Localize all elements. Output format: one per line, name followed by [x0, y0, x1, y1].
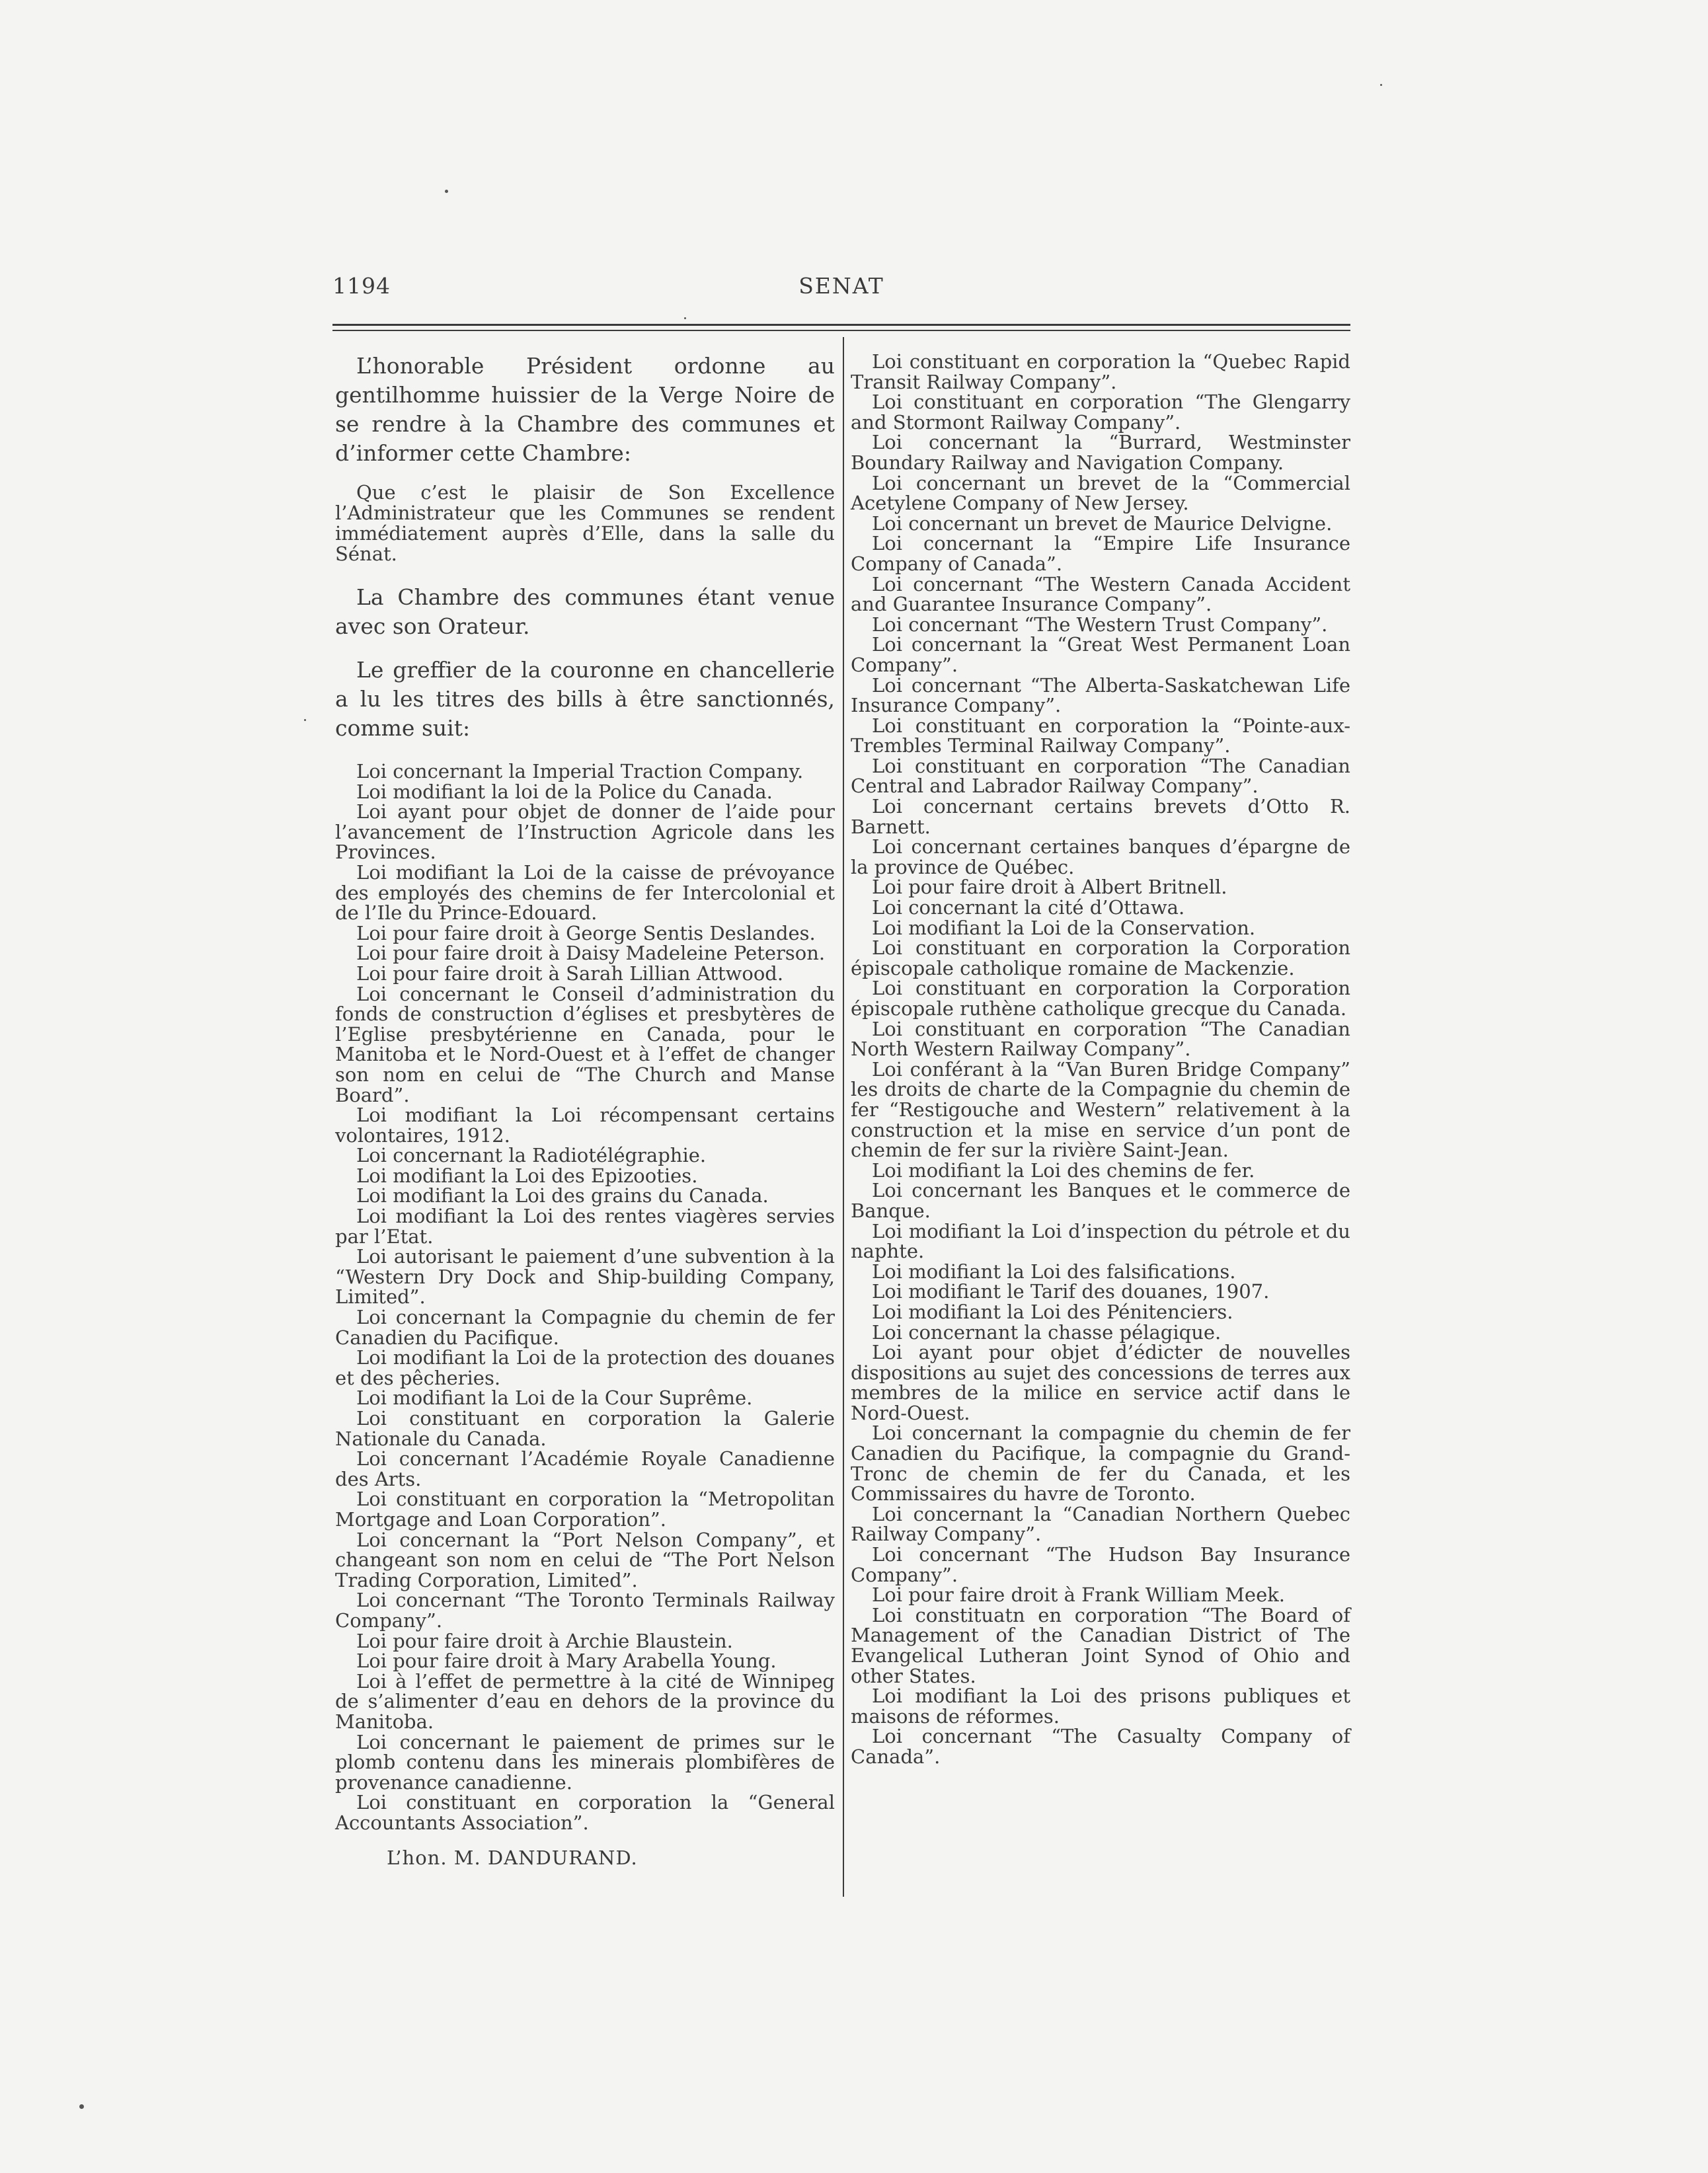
- paper-speck: [79, 2104, 84, 2109]
- bill-item: Loi constituant en corporation la Galerie Nationale du Canada.: [335, 1407, 835, 1450]
- bill-item: Loi constituant en corporation “The Canadian Central and Labrador Railway Company”.: [851, 754, 1350, 798]
- bill-item: Loi modifiant la Loi d’inspection du pétrole et du naphte.: [851, 1219, 1350, 1263]
- bill-item: Loi modifiant la Loi des rentes viagères servies par l’Etat.: [335, 1205, 835, 1248]
- bill-item: Loi concernant la Compagnie du chemin de fer Canadien du Pacifique.: [335, 1306, 835, 1349]
- paper-speck: [445, 190, 448, 193]
- bill-item: Loi concernant “The Western Canada Accident and Guarantee Insurance Company”.: [851, 572, 1350, 616]
- bill-item: Loi concernant un brevet de la “Commercial Acetylene Company of New Jersey.: [851, 471, 1350, 515]
- intro-paragraph: L’honorable Président ordonne au gentilhomme huissier de la Verge Noire de se rendre à la Chambre des communes et d’informer cette Chambre:: [335, 353, 835, 466]
- page-header: [332, 268, 1350, 301]
- column-divider: [843, 337, 844, 1897]
- paper-speck: [1380, 84, 1382, 86]
- bill-item: Loi concernant les Banques et le commerce de Banque.: [851, 1179, 1350, 1222]
- bill-item: Loi concernant “The Alberta-Saskatchewan Life Insurance Company”.: [851, 673, 1350, 717]
- paper-speck: [684, 317, 686, 319]
- page-number: 1194: [332, 273, 391, 299]
- bill-item: Loi constituant en corporation la “Pointe-aux-Trembles Terminal Railway Company”.: [851, 714, 1350, 757]
- bill-item: Loi constituant en corporation la “Quebec Rapid Transit Railway Company”.: [851, 350, 1350, 393]
- bill-item: Loi concernant un brevet de Maurice Delvigne.: [872, 512, 1333, 535]
- bill-item: Loi modifiant la Loi de la Conservation.: [872, 916, 1256, 939]
- commons-arrival-paragraph: La Chambre des communes étant venue avec son Orateur.: [335, 584, 835, 639]
- header-rule-bottom: [332, 330, 1350, 331]
- bill-item: Loi modifiant la Loi des falsifications.: [872, 1260, 1236, 1283]
- bill-item: Loi concernant “The Western Trust Company”.: [872, 613, 1328, 636]
- bill-item: Loi pour faire droit à Sarah Lillian Attwood.: [356, 962, 784, 985]
- bill-item: Loi modifiant la Loi des prisons publiques et maisons de réformes.: [851, 1685, 1350, 1728]
- bill-item: Loi concernant la compagnie du chemin de fer Canadien du Pacifique, la compagnie du Grand-Tronc de chemin de fer du Canada, et les Commissaires du havre de Toronto.: [851, 1422, 1350, 1506]
- bill-item: Loi modifiant la Loi des chemins de fer.: [872, 1159, 1255, 1182]
- bill-item: Loi concernant le Conseil d’administration du fonds de construction d’églises et presbytères de l’Eglise presbytérienne en Canada, pour le Manitoba et le Nord-Ouest et à l’effet de changer son nom en celui de “The Church and Manse Board”.: [335, 982, 835, 1106]
- bill-item: Loi constituant en corporation “The Glengarry and Stormont Railway Company”.: [851, 391, 1350, 434]
- bill-item: Loi concernant la “Canadian Northern Quebec Railway Company”.: [851, 1502, 1350, 1546]
- bill-item: Loi concernant la chasse pélagique.: [872, 1320, 1222, 1344]
- bill-item: Loi constituant en corporation la Corporation épiscopale catholique romaine de Mackenzie.: [851, 936, 1350, 979]
- quoted-message: Que c’est le plaisir de Son Excellence l’Administrateur que les Communes se rendent immédiatement auprès d’Elle, dans la salle du Sénat.: [335, 481, 835, 565]
- bill-item: Loi constituant en corporation “The Canadian North Western Railway Company”.: [851, 1017, 1350, 1061]
- bill-item: Loi modifiant la loi de la Police du Canada.: [356, 780, 773, 803]
- bill-item: Loi pour faire droit à Albert Britnell.: [872, 876, 1227, 899]
- bill-item: Loi constituant en corporation la Corporation épiscopale ruthène catholique grecque du Canada.: [851, 977, 1350, 1020]
- bill-item: Loi concernant l’Académie Royale Canadienne des Arts.: [335, 1447, 835, 1490]
- bill-item: Loi conférant à la “Van Buren Bridge Company” les droits de charte de la Compagnie du chemin de fer “Restigouche and Western” relativement à la construction et la mise en service d’un pont de chemin de fer sur la rivière Saint-Jean.: [851, 1057, 1350, 1162]
- clerk-paragraph: Le greffier de la couronne en chancellerie a lu les titres des bills à être sanctionnés, comme suit:: [335, 657, 835, 741]
- bill-item: Loi modifiant la Loi de la Cour Suprême.: [356, 1387, 753, 1410]
- signature: L’hon. M. DANDURAND.: [387, 1847, 638, 1870]
- bill-item: Loi concernant certains brevets d’Otto R. Barnett.: [851, 795, 1350, 838]
- bill-item: Loi pour faire droit à George Sentis Deslandes.: [356, 921, 816, 944]
- bill-item: Loi pour faire droit à Daisy Madeleine Peterson.: [356, 942, 826, 965]
- bill-item: Loi pour faire droit à Frank William Meek.: [872, 1583, 1286, 1607]
- bill-item: Loi constituatn en corporation “The Board of Management of the Canadian District of The Evangelical Lutheran Joint Synod of Ohio and other States.: [851, 1603, 1350, 1687]
- header-rule-top: [332, 324, 1350, 326]
- bill-item: Loi concernant “The Toronto Terminals Railway Company”.: [335, 1589, 835, 1632]
- bill-item: Loi concernant la “Great West Permanent Loan Company”.: [851, 633, 1350, 676]
- bill-item: Loi modifiant le Tarif des douanes, 1907.: [872, 1280, 1270, 1303]
- bill-item: Loi modifiant la Loi récompensant certains volontaires, 1912.: [335, 1104, 835, 1147]
- left-bill-list: [335, 761, 835, 1833]
- bill-item: Loi modifiant la Loi des grains du Canada.: [356, 1184, 769, 1207]
- bill-item: Loi concernant la Radiotélégraphie.: [356, 1144, 707, 1167]
- bill-item: Loi à l’effet de permettre à la cité de Winnipeg de s’alimenter d’eau en dehors de la province du Manitoba.: [335, 1669, 835, 1733]
- bill-item: Loi modifiant la Loi des Pénitenciers.: [872, 1300, 1233, 1323]
- bill-item: Loi pour faire droit à Mary Arabella Young.: [356, 1650, 777, 1673]
- page-title: SENAT: [798, 273, 884, 299]
- bill-item: Loi constituant en corporation la “General Accountants Association”.: [335, 1791, 835, 1834]
- bill-item: Loi concernant la “Port Nelson Company”, et changeant son nom en celui de “The Port Nelson Trading Corporation, Limited”.: [335, 1528, 835, 1591]
- bill-item: Loi concernant le paiement de primes sur le plomb contenu dans les minerais plombifères de provenance canadienne.: [335, 1730, 835, 1794]
- bill-item: Loi concernant certaines banques d’épargne de la province de Québec.: [851, 835, 1350, 878]
- bill-item: Loi ayant pour objet d’édicter de nouvelles dispositions au sujet des concessions de terres aux membres de la milice en service actif dans le Nord-Ouest.: [851, 1341, 1350, 1424]
- paper-speck: [304, 719, 306, 721]
- bill-item: Loi concernant la “Burrard, Westminster Boundary Railway and Navigation Company.: [851, 431, 1350, 474]
- bill-item: Loi pour faire droit à Archie Blaustein.: [356, 1629, 733, 1652]
- bill-item: Loi modifiant la Loi des Epizooties.: [356, 1164, 698, 1187]
- right-bill-list: [851, 352, 1350, 1767]
- bill-item: Loi modifiant la Loi de la protection des douanes et des pêcheries.: [335, 1346, 835, 1389]
- bill-item: Loi concernant “The Hudson Bay Insurance Company”.: [851, 1543, 1350, 1586]
- bill-item: Loi concernant la cité d’Ottawa.: [872, 896, 1185, 919]
- bill-item: Loi concernant la Imperial Traction Company.: [356, 760, 804, 782]
- bill-item: Loi concernant la “Empire Life Insurance Company of Canada”.: [851, 532, 1350, 575]
- left-column: [335, 352, 835, 1871]
- right-column: [851, 352, 1350, 1767]
- bill-item: Loi concernant “The Casualty Company of Canada”.: [851, 1725, 1350, 1768]
- bill-item: Loi modifiant la Loi de la caisse de prévoyance des employés des chemins de fer Intercolonial et de l’Ile du Prince-Edouard.: [335, 860, 835, 925]
- bill-item: Loi ayant pour objet de donner de l’aide pour l’avancement de l’Instruction Agricole dans les Provinces.: [335, 800, 835, 864]
- bill-item: Loi constituant en corporation la “Metropolitan Mortgage and Loan Corporation”.: [335, 1488, 835, 1531]
- bill-item: Loi autorisant le paiement d’une subvention à la “Western Dry Dock and Ship-building Company, Limited”.: [335, 1245, 835, 1309]
